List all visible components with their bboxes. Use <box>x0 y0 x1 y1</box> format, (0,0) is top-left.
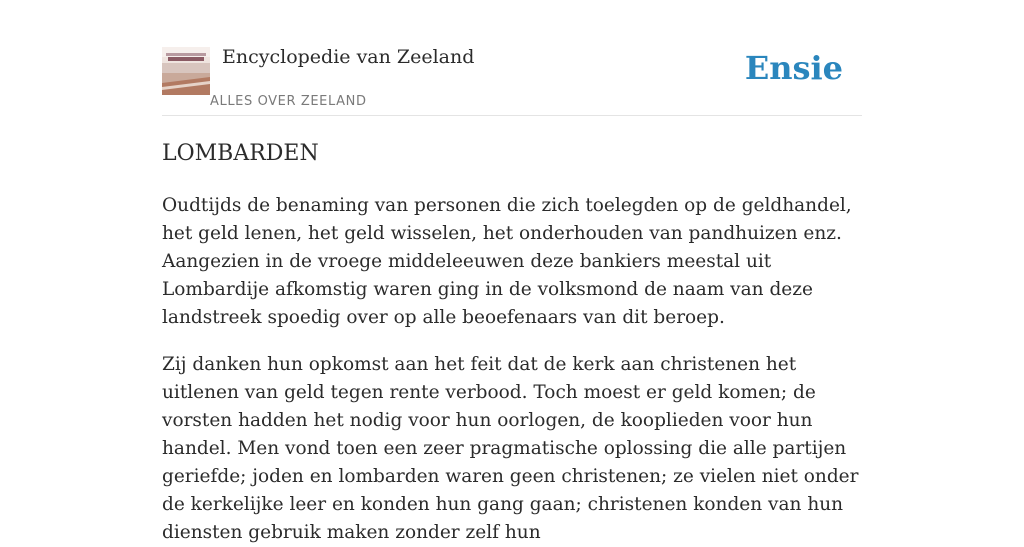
avatar-image <box>162 47 210 95</box>
site-subtitle: ALLES OVER ZEELAND <box>210 94 367 109</box>
article-paragraph: Oudtijds de benaming van personen die zich toelegden op de geldhandel, het geld lenen, het geld wisselen, het onderhouden van pandhuizen enz. Aangezien in de vroege middeleeuwen deze bankiers meestal uit Lombardije afkomstig waren ging in de volksmond de naam van deze landstreek spoedig over op alle beoefenaars van dit beroep. <box>162 195 852 328</box>
site-title-link[interactable]: Encyclopedie van Zeeland <box>222 46 475 68</box>
site-avatar[interactable] <box>162 47 210 95</box>
article <box>162 138 862 547</box>
article-title: LOMBARDEN <box>162 141 319 166</box>
brand-logo-link[interactable]: Ensie <box>744 49 843 87</box>
site-header <box>162 44 862 116</box>
article-paragraph: Zij danken hun opkomst aan het feit dat de kerk aan christenen het uitlenen van geld tegen rente verbood. Toch moest er geld komen; de vorsten hadden het nodig voor hun oorlogen, de kooplieden voor hun handel. Men vond toen een zeer pragmatische oplossing die alle partijen geriefde; joden en lombarden waren geen christenen; ze vielen niet onder de kerkelijke leer en konden hun gang gaan; christenen konden van hun diensten gebruik maken zonder zelf hun <box>162 354 859 543</box>
